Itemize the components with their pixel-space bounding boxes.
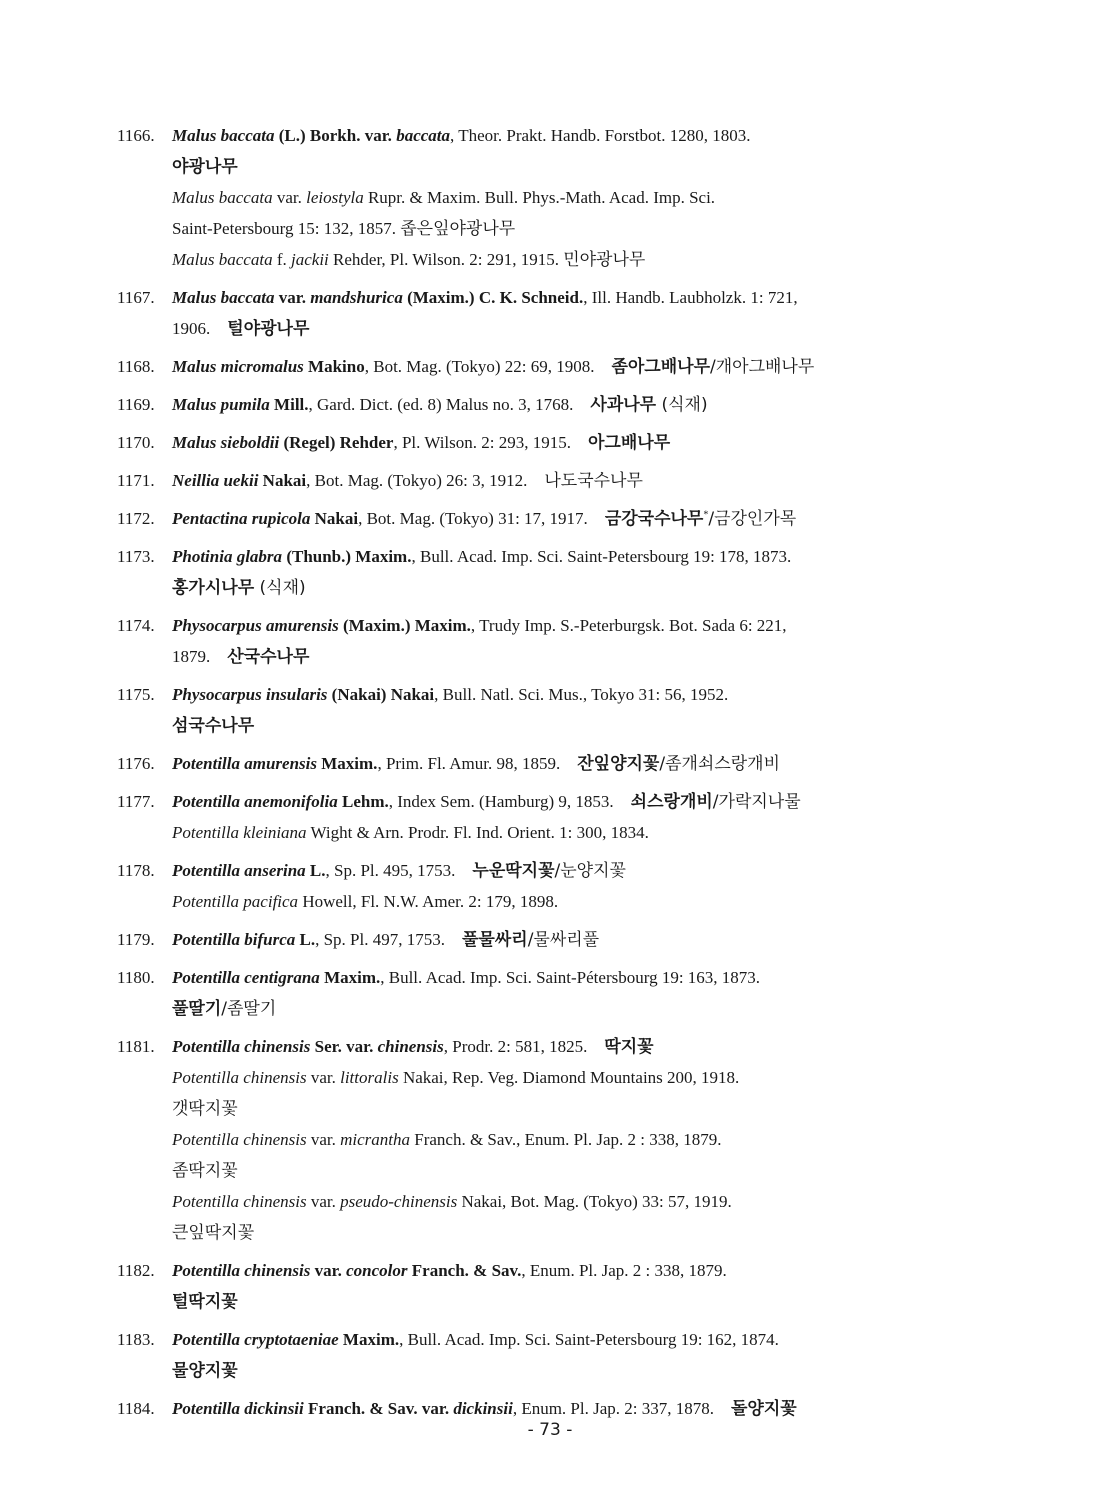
entry-main-line <box>117 748 997 779</box>
scientific-name: baccata <box>396 126 451 145</box>
page-number: - 73 - <box>527 1420 573 1440</box>
entry-number: 1166. <box>117 126 155 145</box>
korean-name: 좀아그배나무 <box>611 357 710 377</box>
entry-number: 1175. <box>117 685 155 704</box>
scientific-name: mandshurica <box>310 288 403 307</box>
entry-text <box>172 389 708 421</box>
korean-name: 물양지꽃 <box>172 1361 238 1381</box>
scientific-name: Malus pumila <box>172 395 270 414</box>
entry-main-line <box>117 679 997 710</box>
entry-continuation-line <box>117 1124 997 1155</box>
scientific-name: dickinsii <box>453 1399 513 1418</box>
korean-alt-name: 갯딱지꽃 <box>172 1099 238 1119</box>
synonym-name: pseudo-chinensis <box>340 1192 458 1211</box>
entry-text <box>172 572 306 604</box>
scientific-name: Malus baccata <box>172 126 275 145</box>
entry-text <box>172 1217 254 1249</box>
korean-name: 사과나무 <box>590 395 657 415</box>
species-entry <box>117 1031 997 1248</box>
species-entry <box>117 786 997 848</box>
citation-text: , Ill. Handb. Laubholzk. 1: 721, <box>583 288 798 307</box>
scientific-name: Pentactina rupicola <box>172 509 311 528</box>
entry-text <box>172 1124 722 1155</box>
scientific-name: Potentilla chinensis <box>172 1037 311 1056</box>
korean-alt-name: /개아그배나무 <box>710 357 815 377</box>
entry-main-line <box>117 962 997 993</box>
entry-continuation-line <box>117 182 997 213</box>
korean-name: 금강국수나무 <box>604 509 704 529</box>
scientific-name: Potentilla dickinsii <box>172 1399 304 1418</box>
citation-text: , Sp. Pl. 495, 1753. <box>325 861 473 880</box>
species-entry <box>117 351 997 382</box>
entry-number: 1182. <box>117 1261 155 1280</box>
citation-text: , Bull. Acad. Imp. Sci. Saint-Petersbourg 19: 178, 1873. <box>411 547 792 566</box>
synonym-name: Malus baccata <box>172 250 273 269</box>
citation-text: , Theor. Prakt. Handb. Forstbot. 1280, 1803. <box>450 126 751 145</box>
entry-number: 1181. <box>117 1037 155 1056</box>
entry-text <box>172 1093 238 1125</box>
citation-text: Nakai, Rep. Veg. Diamond Mountains 200, 1918. <box>398 1068 740 1087</box>
species-entry <box>117 679 997 741</box>
entry-number: 1180. <box>117 968 155 987</box>
scientific-name: chinensis <box>377 1037 444 1056</box>
entry-number: 1171. <box>117 471 155 490</box>
entry-main-line <box>117 1324 997 1355</box>
entry-number: 1167. <box>117 288 155 307</box>
entry-text <box>172 1062 739 1093</box>
entry-main-line <box>117 465 997 496</box>
citation-text: Wight & Arn. Prodr. Fl. Ind. Orient. 1: 300, 1834. <box>306 823 649 842</box>
author-text: (Maxim.) Maxim. <box>338 616 471 635</box>
citation-text: , Gard. Dict. (ed. 8) Malus no. 3, 1768. <box>308 395 591 414</box>
author-text: (L.) Borkh. var. <box>274 126 397 145</box>
author-text: var. <box>274 288 311 307</box>
entry-continuation-line <box>117 213 997 244</box>
entry-number: 1172. <box>117 509 155 528</box>
korean-name: 누운딱지꽃 <box>472 861 555 881</box>
scientific-name: Potentilla centigrana <box>172 968 320 987</box>
scientific-name: Potentilla anserina <box>172 861 306 880</box>
scientific-name: Photinia glabra <box>172 547 283 566</box>
species-list <box>117 120 997 1431</box>
entry-main-line <box>117 503 997 534</box>
korean-name: 섬국수나무 <box>172 716 255 736</box>
entry-text <box>172 120 751 151</box>
citation-text: , Enum. Pl. Jap. 2: 337, 1878. <box>512 1399 731 1418</box>
entry-continuation-line <box>117 1155 997 1186</box>
korean-name: 야광나무 <box>172 157 238 177</box>
entry-continuation-line <box>117 993 997 1024</box>
species-entry <box>117 924 997 955</box>
korean-name: 풀딸기 <box>172 999 222 1019</box>
citation-text: , Bot. Mag. (Tokyo) 22: 69, 1908. <box>364 357 612 376</box>
synonym-name: jackii <box>291 250 329 269</box>
species-entry <box>117 1255 997 1317</box>
entry-text <box>172 1255 727 1286</box>
entry-main-line <box>117 351 997 382</box>
entry-continuation-line <box>117 710 997 741</box>
species-entry <box>117 541 997 603</box>
entry-text <box>172 855 626 887</box>
species-entry <box>117 503 997 534</box>
entry-text <box>172 817 649 848</box>
species-entry <box>117 120 997 275</box>
entry-text <box>172 1286 238 1318</box>
entry-text <box>172 282 798 313</box>
citation-text: var. <box>272 188 307 207</box>
entry-main-line <box>117 1255 997 1286</box>
author-text: Franch. & Sav. var. <box>303 1399 454 1418</box>
entry-continuation-line <box>117 1093 997 1124</box>
entry-number: 1170. <box>117 433 155 452</box>
species-entry <box>117 855 997 917</box>
author-text: Nakai <box>310 509 359 528</box>
footnote-mark: * <box>703 509 709 521</box>
entry-number: 1176. <box>117 754 155 773</box>
entry-main-line <box>117 427 997 458</box>
scientific-name: Malus baccata <box>172 288 275 307</box>
entry-main-line <box>117 282 997 313</box>
citation-text: , Enum. Pl. Jap. 2 : 338, 1879. <box>521 1261 727 1280</box>
entry-continuation-line <box>117 151 997 182</box>
entry-main-line <box>117 389 997 420</box>
author-text: L. <box>305 861 326 880</box>
citation-text: , Bull. Acad. Imp. Sci. Saint-Petersbourg 19: 162, 1874. <box>399 1330 779 1349</box>
citation-text: Saint-Petersbourg 15: 132, 1857. <box>172 219 401 238</box>
citation-text: , Pl. Wilson. 2: 293, 1915. <box>393 433 588 452</box>
entry-text <box>172 503 796 535</box>
entry-text <box>172 786 801 818</box>
korean-name: 홍가시나무 <box>172 578 255 598</box>
entry-continuation-line <box>117 1062 997 1093</box>
synonym-name: micrantha <box>340 1130 410 1149</box>
citation-text: , Bot. Mag. (Tokyo) 26: 3, 1912. <box>306 471 545 490</box>
entry-continuation-line <box>117 1217 997 1248</box>
korean-name: 잔잎양지꽃 <box>577 754 660 774</box>
author-text: (Thunb.) Maxim. <box>282 547 412 566</box>
species-entry <box>117 465 997 496</box>
scientific-name: Physocarpus amurensis <box>172 616 339 635</box>
entry-text <box>172 1031 654 1063</box>
author-text: (Regel) Rehder <box>279 433 394 452</box>
entry-number: 1168. <box>117 357 155 376</box>
entry-continuation-line <box>117 1355 997 1386</box>
citation-text: f. <box>272 250 291 269</box>
entry-text <box>172 679 728 710</box>
korean-alt-name: 큰잎딱지꽃 <box>172 1223 255 1243</box>
entry-continuation-line <box>117 817 997 848</box>
author-text: Maxim. <box>338 1330 400 1349</box>
entry-text <box>172 213 515 245</box>
korean-alt-name: (식재) <box>254 578 306 598</box>
citation-text: Rehder, Pl. Wilson. 2: 291, 1915. <box>328 250 564 269</box>
author-text: Makino <box>303 357 365 376</box>
citation-text: , Prim. Fl. Amur. 98, 1859. <box>377 754 578 773</box>
author-text: L. <box>295 930 316 949</box>
korean-alt-name: /금강인가목 <box>708 509 797 529</box>
citation-text: , Index Sem. (Hamburg) 9, 1853. <box>388 792 631 811</box>
entry-text <box>172 1186 732 1217</box>
entry-text <box>172 182 715 213</box>
entry-main-line <box>117 610 997 641</box>
scientific-name: Potentilla cryptotaeniae <box>172 1330 339 1349</box>
korean-name: 털야광나무 <box>227 319 310 339</box>
entry-continuation-line <box>117 886 997 917</box>
scientific-name: Potentilla bifurca <box>172 930 296 949</box>
synonym-name: Potentilla chinensis <box>172 1192 307 1211</box>
author-text: (Nakai) Nakai <box>327 685 435 704</box>
entry-continuation-line <box>117 572 997 603</box>
korean-alt-name: 나도국수나무 <box>544 471 643 491</box>
citation-text: Franch. & Sav., Enum. Pl. Jap. 2 : 338, 1879. <box>410 1130 722 1149</box>
species-entry <box>117 389 997 420</box>
author-text: Nakai <box>258 471 307 490</box>
entry-number: 1173. <box>117 547 155 566</box>
citation-text: Howell, Fl. N.W. Amer. 2: 179, 1898. <box>298 892 559 911</box>
entry-text <box>172 610 787 641</box>
synonym-name: Potentilla pacifica <box>172 892 299 911</box>
author-text: Ser. var. <box>310 1037 378 1056</box>
entry-text <box>172 1324 779 1355</box>
entry-text <box>172 1355 238 1387</box>
entry-text <box>172 244 645 276</box>
author-text: Maxim. <box>317 754 378 773</box>
citation-text: var. <box>306 1192 341 1211</box>
entry-continuation-line <box>117 1286 997 1317</box>
korean-alt-name: (식재) <box>656 395 708 415</box>
citation-text: Rupr. & Maxim. Bull. Phys.-Math. Acad. Imp. Sci. <box>363 188 716 207</box>
citation-text: , Sp. Pl. 497, 1753. <box>315 930 462 949</box>
author-text: (Maxim.) C. K. Schneid. <box>402 288 584 307</box>
synonym-name: Malus baccata <box>172 188 273 207</box>
scientific-name: Potentilla amurensis <box>172 754 317 773</box>
entry-text <box>172 313 309 345</box>
species-entry <box>117 1324 997 1386</box>
author-text: Mill. <box>269 395 309 414</box>
entry-main-line <box>117 1031 997 1062</box>
entry-text <box>172 541 791 572</box>
synonym-name: Potentilla chinensis <box>172 1068 307 1087</box>
korean-alt-name: 좁은잎야광나무 <box>400 219 516 239</box>
entry-text <box>172 151 238 183</box>
entry-number: 1178. <box>117 861 155 880</box>
korean-name: 아그배나무 <box>588 433 671 453</box>
species-entry <box>117 748 997 779</box>
korean-name: 털딱지꽃 <box>172 1292 238 1312</box>
citation-text: var. <box>306 1068 341 1087</box>
korean-alt-name: /좀개쇠스랑개비 <box>659 754 781 774</box>
citation-text: , Trudy Imp. S.-Peterburgsk. Bot. Sada 6: 221, <box>470 616 787 635</box>
entry-text <box>172 1155 238 1187</box>
entry-text <box>172 710 254 742</box>
entry-continuation-line <box>117 313 997 344</box>
entry-text <box>172 993 276 1025</box>
entry-number: 1169. <box>117 395 155 414</box>
scientific-name: Malus micromalus <box>172 357 304 376</box>
entry-number: 1184. <box>117 1399 155 1418</box>
citation-text: , Bull. Acad. Imp. Sci. Saint-Pétersbourg 19: 163, 1873. <box>380 968 761 987</box>
synonym-name: leiostyla <box>306 188 364 207</box>
entry-number: 1179. <box>117 930 155 949</box>
entry-text <box>172 748 780 780</box>
entry-number: 1174. <box>117 616 155 635</box>
entry-text <box>172 886 558 917</box>
korean-name: 산국수나무 <box>227 647 310 667</box>
korean-name: 돌양지꽃 <box>731 1399 797 1419</box>
entry-continuation-line <box>117 244 997 275</box>
entry-main-line <box>117 855 997 886</box>
author-text: Franch. & Sav. <box>407 1261 522 1280</box>
scientific-name: Neillia uekii <box>172 471 259 490</box>
entry-text <box>172 351 814 383</box>
citation-text: , Bull. Natl. Sci. Mus., Tokyo 31: 56, 1952. <box>434 685 729 704</box>
korean-alt-name: 좀딱지꽃 <box>172 1161 238 1181</box>
scientific-name: Physocarpus insularis <box>172 685 328 704</box>
author-text: Lehm. <box>337 792 389 811</box>
synonym-name: littoralis <box>340 1068 399 1087</box>
citation-text: Nakai, Bot. Mag. (Tokyo) 33: 57, 1919. <box>457 1192 732 1211</box>
korean-alt-name: 민야광나무 <box>563 250 646 270</box>
korean-name: 딱지꽃 <box>604 1037 654 1057</box>
korean-alt-name: /물싸리풀 <box>527 930 600 950</box>
species-entry <box>117 962 997 1024</box>
entry-main-line <box>117 120 997 151</box>
citation-text: , Prodr. 2: 581, 1825. <box>443 1037 605 1056</box>
korean-alt-name: /눈양지꽃 <box>554 861 626 881</box>
korean-alt-name: /좀딸기 <box>221 999 277 1019</box>
korean-name: 쇠스랑개비 <box>630 792 713 812</box>
entry-main-line <box>117 924 997 955</box>
entry-text <box>172 924 599 956</box>
scientific-name: Malus sieboldii <box>172 433 280 452</box>
citation-text: 1879. <box>172 647 228 666</box>
species-entry <box>117 282 997 344</box>
entry-text <box>172 465 643 497</box>
entry-text <box>172 962 760 993</box>
citation-text: , Bot. Mag. (Tokyo) 31: 17, 1917. <box>358 509 605 528</box>
species-entry <box>117 610 997 672</box>
entry-number: 1177. <box>117 792 155 811</box>
scientific-name: concolor <box>346 1261 408 1280</box>
entry-text <box>172 641 309 673</box>
citation-text: var. <box>306 1130 341 1149</box>
scientific-name: Potentilla anemonifolia <box>172 792 338 811</box>
korean-name: 풀물싸리 <box>461 930 528 950</box>
entry-number: 1183. <box>117 1330 155 1349</box>
entry-main-line <box>117 541 997 572</box>
scientific-name: Potentilla chinensis <box>172 1261 311 1280</box>
synonym-name: Potentilla kleiniana <box>172 823 307 842</box>
citation-text: 1906. <box>172 319 228 338</box>
synonym-name: Potentilla chinensis <box>172 1130 307 1149</box>
entry-continuation-line <box>117 1186 997 1217</box>
entry-main-line <box>117 786 997 817</box>
entry-text <box>172 427 670 459</box>
korean-alt-name: /가락지나물 <box>712 792 801 812</box>
entry-continuation-line <box>117 641 997 672</box>
species-entry <box>117 427 997 458</box>
author-text: var. <box>310 1261 347 1280</box>
author-text: Maxim. <box>319 968 381 987</box>
